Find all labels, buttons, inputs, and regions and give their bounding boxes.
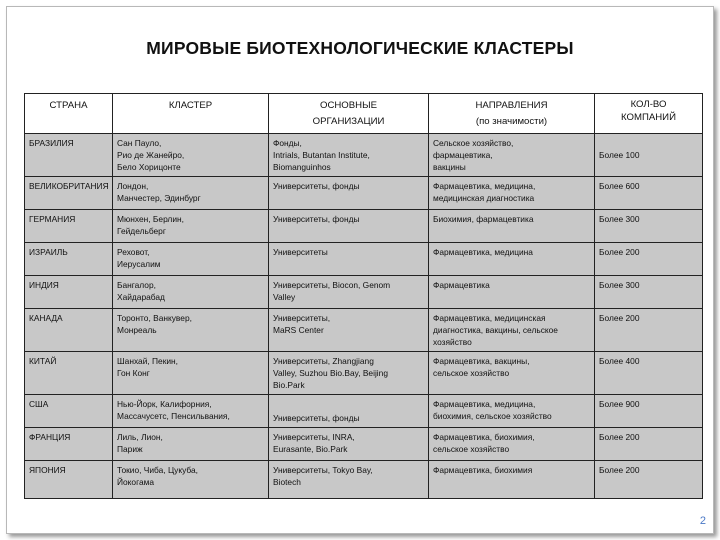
company-count: Более 900 (599, 399, 640, 409)
cluster-line: Иерусалим (117, 259, 161, 269)
cell-cluster (113, 243, 269, 276)
orgs-line: Университеты (273, 247, 328, 257)
header-cluster-label: КЛАСТЕР (168, 100, 213, 111)
country-name: КАНАДА (29, 313, 63, 323)
table-row (25, 395, 703, 428)
cluster-line: Шанхай, Пекин, (117, 356, 179, 366)
cluster-line: Рио де Жанейро, (117, 150, 185, 160)
clusters-table (24, 93, 703, 499)
cell-count (595, 243, 703, 276)
cell-country (25, 177, 113, 210)
country-name: ИЗРАИЛЬ (29, 247, 68, 257)
table-row (25, 210, 703, 243)
country-name: ФРАНЦИЯ (29, 432, 71, 442)
cell-count (595, 134, 703, 177)
cell-directions (429, 243, 595, 276)
company-count: Более 200 (599, 247, 640, 257)
directions-line: Биохимия, фармацевтика (433, 214, 534, 224)
cell-directions (429, 461, 595, 499)
cell-directions (429, 428, 595, 461)
cell-directions (429, 352, 595, 395)
cluster-line: Нью-Йорк, Калифорния, (117, 399, 212, 409)
company-count: Более 400 (599, 356, 640, 366)
cell-directions (429, 276, 595, 309)
cluster-line: Йокогама (117, 477, 155, 487)
cluster-line: Хайдарабад (117, 292, 165, 302)
company-count: Более 300 (599, 280, 640, 290)
cell-orgs (269, 243, 429, 276)
header-country (25, 94, 113, 134)
cell-country (25, 461, 113, 499)
table-row (25, 352, 703, 395)
orgs-line: MaRS Center (273, 325, 324, 335)
cluster-line: Токио, Чиба, Цукуба, (117, 465, 198, 475)
cell-directions (429, 395, 595, 428)
company-count: Более 200 (599, 465, 640, 475)
cell-cluster (113, 461, 269, 499)
directions-line: Фармацевтика, медицина (433, 247, 533, 257)
directions-line: фармацевтика, (433, 150, 493, 160)
cluster-line: Гейдельберг (117, 226, 166, 236)
company-count: Более 200 (599, 313, 640, 323)
directions-line: Фармацевтика, медицина, (433, 181, 536, 191)
table-row (25, 276, 703, 309)
header-count-line2: КОМПАНИЙ (621, 112, 676, 123)
cluster-line: Лондон, (117, 181, 149, 191)
directions-line: медицинская диагностика (433, 193, 535, 203)
orgs-line: Biomanguinhos (273, 162, 331, 172)
table-header-row (25, 94, 703, 134)
cell-count (595, 428, 703, 461)
cluster-line: Париж (117, 444, 143, 454)
table-row (25, 428, 703, 461)
orgs-line: Biotech (273, 477, 301, 487)
cell-count (595, 461, 703, 499)
company-count: Более 600 (599, 181, 640, 191)
orgs-line: Университеты, (273, 313, 331, 323)
orgs-line: Eurasante, Bio.Park (273, 444, 348, 454)
cell-directions (429, 309, 595, 352)
country-name: США (29, 399, 49, 409)
cell-cluster (113, 134, 269, 177)
cell-country (25, 395, 113, 428)
directions-line: Фармацевтика, биохимия (433, 465, 533, 475)
header-orgs-line2: ОРГАНИЗАЦИИ (312, 116, 385, 127)
cluster-line: Гон Конг (117, 368, 150, 378)
directions-line: Фармацевтика, вакцины, (433, 356, 530, 366)
country-name: БРАЗИЛИЯ (29, 138, 74, 148)
cell-country (25, 352, 113, 395)
cluster-line: Торонто, Ванкувер, (117, 313, 192, 323)
country-name: ИНДИЯ (29, 280, 59, 290)
cluster-line: Монреаль (117, 325, 157, 335)
table-row (25, 134, 703, 177)
orgs-line: Valley, Suzhou Bio.Bay, Beijing (273, 368, 388, 378)
cell-country (25, 210, 113, 243)
header-directions (429, 94, 595, 134)
cell-directions (429, 134, 595, 177)
orgs-line: Фонды, (273, 138, 302, 148)
cell-count (595, 395, 703, 428)
directions-line: сельское хозяйство (433, 368, 510, 378)
header-orgs-line1: ОСНОВНЫЕ (319, 100, 377, 111)
cell-count (595, 309, 703, 352)
orgs-line: Университеты, Zhangjiang (273, 356, 374, 366)
orgs-line: Университеты, Biocon, Genom (273, 280, 391, 290)
cell-directions (429, 177, 595, 210)
directions-line: Фармацевтика, биохимия, (433, 432, 535, 442)
table-row (25, 461, 703, 499)
cell-count (595, 276, 703, 309)
cluster-line: Бангалор, (117, 280, 156, 290)
company-count: Более 300 (599, 214, 640, 224)
cluster-line: Манчестер, Эдинбург (117, 193, 201, 203)
cluster-line: Бело Хорицонте (117, 162, 181, 172)
header-orgs (269, 94, 429, 134)
cell-cluster (113, 309, 269, 352)
orgs-line: Valley (273, 292, 296, 302)
cell-orgs (269, 428, 429, 461)
cell-orgs (269, 134, 429, 177)
cell-orgs (269, 395, 429, 428)
cell-country (25, 428, 113, 461)
page-number: 2 (699, 515, 706, 527)
directions-line: Фармацевтика (433, 280, 490, 290)
directions-line: сельское хозяйство (433, 444, 510, 454)
cell-cluster (113, 177, 269, 210)
company-count: Более 100 (599, 150, 640, 160)
cell-country (25, 243, 113, 276)
directions-line: Фармацевтика, медицинская (433, 313, 546, 323)
cell-country (25, 276, 113, 309)
cell-cluster (113, 428, 269, 461)
orgs-line: Университеты, INRA, (273, 432, 355, 442)
cell-orgs (269, 352, 429, 395)
directions-line: хозяйство (433, 337, 472, 347)
cell-count (595, 177, 703, 210)
header-country-label: СТРАНА (49, 100, 88, 111)
cell-count (595, 352, 703, 395)
orgs-line: Университеты, фонды (273, 181, 360, 191)
orgs-line: Университеты, фонды (273, 413, 360, 423)
cell-orgs (269, 276, 429, 309)
directions-line: диагностика, вакцины, сельское (433, 325, 558, 335)
directions-line: вакцины (433, 162, 466, 172)
cell-orgs (269, 309, 429, 352)
cell-country (25, 134, 113, 177)
table-row (25, 309, 703, 352)
cell-orgs (269, 177, 429, 210)
page-title: МИРОВЫЕ БИОТЕХНОЛОГИЧЕСКИЕ КЛАСТЕРЫ (146, 38, 574, 58)
orgs-line: Intrials, Butantan Institute, (273, 150, 370, 160)
header-count-line1: КОЛ-ВО (630, 99, 667, 110)
country-name: ГЕРМАНИЯ (29, 214, 76, 224)
table-row (25, 177, 703, 210)
cell-country (25, 309, 113, 352)
cluster-line: Сан Пауло, (117, 138, 162, 148)
cell-directions (429, 210, 595, 243)
country-name: ВЕЛИКОБРИТАНИЯ (29, 181, 109, 191)
header-count (595, 94, 703, 134)
country-name: ЯПОНИЯ (29, 465, 66, 475)
directions-line: биохимия, сельское хозяйство (433, 411, 552, 421)
cell-cluster (113, 210, 269, 243)
table-row (25, 243, 703, 276)
cell-count (595, 210, 703, 243)
cluster-line: Мюнхен, Берлин, (117, 214, 184, 224)
company-count: Более 200 (599, 432, 640, 442)
cell-cluster (113, 395, 269, 428)
cell-orgs (269, 210, 429, 243)
header-directions-line1: НАПРАВЛЕНИЯ (475, 100, 548, 111)
cluster-line: Реховот, (117, 247, 150, 257)
orgs-line: Университеты, Tokyo Bay, (273, 465, 373, 475)
cell-cluster (113, 352, 269, 395)
orgs-line: Bio.Park (273, 380, 305, 390)
cell-cluster (113, 276, 269, 309)
header-cluster (113, 94, 269, 134)
directions-line: Сельское хозяйство, (433, 138, 514, 148)
cluster-line: Массачусетс, Пенсильвания, (117, 411, 230, 421)
cluster-line: Лиль, Лион, (117, 432, 163, 442)
country-name: КИТАЙ (29, 356, 57, 366)
cell-orgs (269, 461, 429, 499)
orgs-line: Университеты, фонды (273, 214, 360, 224)
header-directions-line2: (по значимости) (475, 116, 548, 127)
directions-line: Фармацевтика, медицина, (433, 399, 536, 409)
